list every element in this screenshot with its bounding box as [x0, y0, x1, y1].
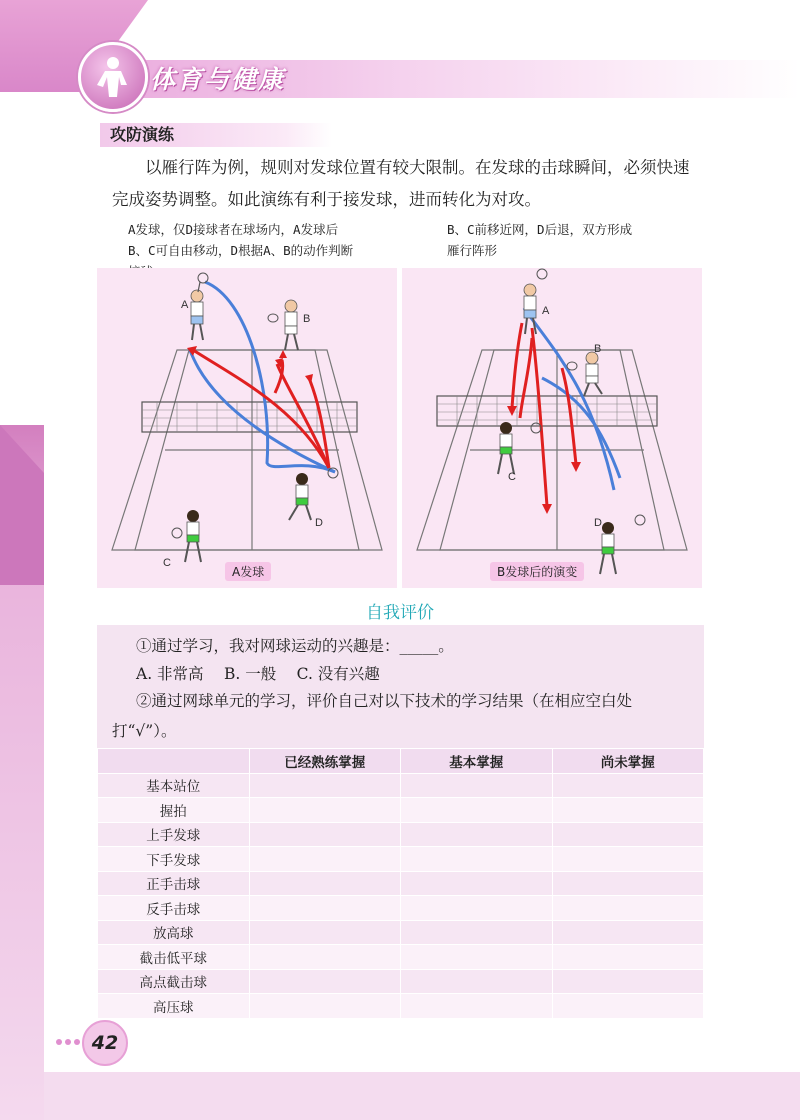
- skill-label: 下手发球: [98, 847, 250, 872]
- section-paragraph: 以雁行阵为例，规则对发球位置有较大限制。在发球的击球瞬间，必须快速完成姿势调整。如此演练有利于接发球，进而转化为对攻。: [112, 158, 690, 209]
- check-cell[interactable]: [401, 822, 553, 847]
- skill-label: 高压球: [98, 994, 250, 1019]
- skill-label: 截击低平球: [98, 945, 250, 970]
- skill-label: 放高球: [98, 920, 250, 945]
- table-row: [98, 871, 704, 896]
- check-cell[interactable]: [401, 871, 553, 896]
- table-row: [98, 969, 704, 994]
- table-header: 已经熟练掌握: [249, 749, 401, 774]
- check-cell[interactable]: [401, 773, 553, 798]
- check-cell[interactable]: [249, 969, 401, 994]
- figure-b-after-serve: [402, 268, 702, 588]
- table-row: [98, 945, 704, 970]
- check-cell[interactable]: [249, 945, 401, 970]
- check-cell[interactable]: [552, 798, 704, 823]
- check-cell[interactable]: [552, 847, 704, 872]
- player-label: D: [315, 517, 323, 529]
- player-label: C: [508, 471, 516, 483]
- check-cell[interactable]: [249, 773, 401, 798]
- check-cell[interactable]: [401, 994, 553, 1019]
- check-cell[interactable]: [401, 847, 553, 872]
- check-cell[interactable]: [401, 969, 553, 994]
- question-2: ②通过网球单元的学习，评价自己对以下技术的学习结果（在相应空白处打“√”）。: [112, 692, 633, 740]
- check-cell[interactable]: [552, 945, 704, 970]
- skill-label: 基本站位: [98, 773, 250, 798]
- self-eval-heading: 自我评价: [366, 603, 434, 623]
- skill-label: 正手击球: [98, 871, 250, 896]
- tennis-court-illustration: [97, 268, 397, 588]
- check-cell[interactable]: [401, 896, 553, 921]
- table-row: [98, 920, 704, 945]
- check-cell[interactable]: [249, 994, 401, 1019]
- skill-label: 握拍: [98, 798, 250, 823]
- check-cell[interactable]: [249, 847, 401, 872]
- caption-line: B、C可自由移动，D根据A、B的动作判断: [128, 243, 354, 258]
- check-cell[interactable]: [401, 920, 553, 945]
- section-title: 攻防演练: [100, 123, 332, 147]
- check-cell[interactable]: [552, 994, 704, 1019]
- player-label: A: [181, 299, 189, 311]
- skill-label: 反手击球: [98, 896, 250, 921]
- caption-line: B、C前移近网，D后退，双方形成: [447, 222, 633, 237]
- table-header: 基本掌握: [401, 749, 553, 774]
- check-cell[interactable]: [249, 871, 401, 896]
- check-cell[interactable]: [552, 871, 704, 896]
- check-cell[interactable]: [401, 798, 553, 823]
- tennis-court-illustration: [402, 268, 702, 588]
- figure-label: A发球: [225, 562, 271, 581]
- check-cell[interactable]: [552, 920, 704, 945]
- table-row: [98, 847, 704, 872]
- figure-label: B发球后的演变: [490, 562, 584, 581]
- check-cell[interactable]: [552, 969, 704, 994]
- athlete-logo-icon: [78, 42, 148, 112]
- player-label: C: [163, 557, 171, 569]
- right-figure-caption: [447, 219, 707, 261]
- check-cell[interactable]: [552, 773, 704, 798]
- check-cell[interactable]: [401, 945, 553, 970]
- question-1: ①通过学习，我对网球运动的兴趣是：_____。: [136, 637, 454, 655]
- player-label: D: [594, 517, 602, 529]
- caption-line: A发球，仅D接球者在球场内，A发球后: [128, 222, 339, 237]
- check-cell[interactable]: [552, 822, 704, 847]
- bottom-band: [44, 1072, 800, 1120]
- book-title: 体育与健康: [150, 65, 286, 94]
- check-cell[interactable]: [249, 920, 401, 945]
- table-row: [98, 994, 704, 1019]
- question-1-options: A. 非常高 B. 一般 C. 没有兴趣: [136, 665, 380, 683]
- skills-eval-table: [97, 748, 704, 1019]
- table-row: [98, 798, 704, 823]
- skill-label: 上手发球: [98, 822, 250, 847]
- player-label: A: [542, 305, 550, 317]
- page-number: 42: [82, 1020, 128, 1066]
- table-row: [98, 773, 704, 798]
- table-row: [98, 896, 704, 921]
- table-header: [98, 749, 250, 774]
- caption-line: 雁行阵形: [447, 243, 498, 258]
- check-cell[interactable]: [249, 822, 401, 847]
- skill-label: 高点截击球: [98, 969, 250, 994]
- player-label: B: [594, 343, 602, 355]
- player-label: B: [303, 313, 311, 325]
- table-row: [98, 822, 704, 847]
- check-cell[interactable]: [552, 896, 704, 921]
- check-cell[interactable]: [249, 798, 401, 823]
- figure-a-serve: [97, 268, 397, 588]
- table-header-row: [98, 749, 704, 774]
- check-cell[interactable]: [249, 896, 401, 921]
- table-header: 尚未掌握: [552, 749, 704, 774]
